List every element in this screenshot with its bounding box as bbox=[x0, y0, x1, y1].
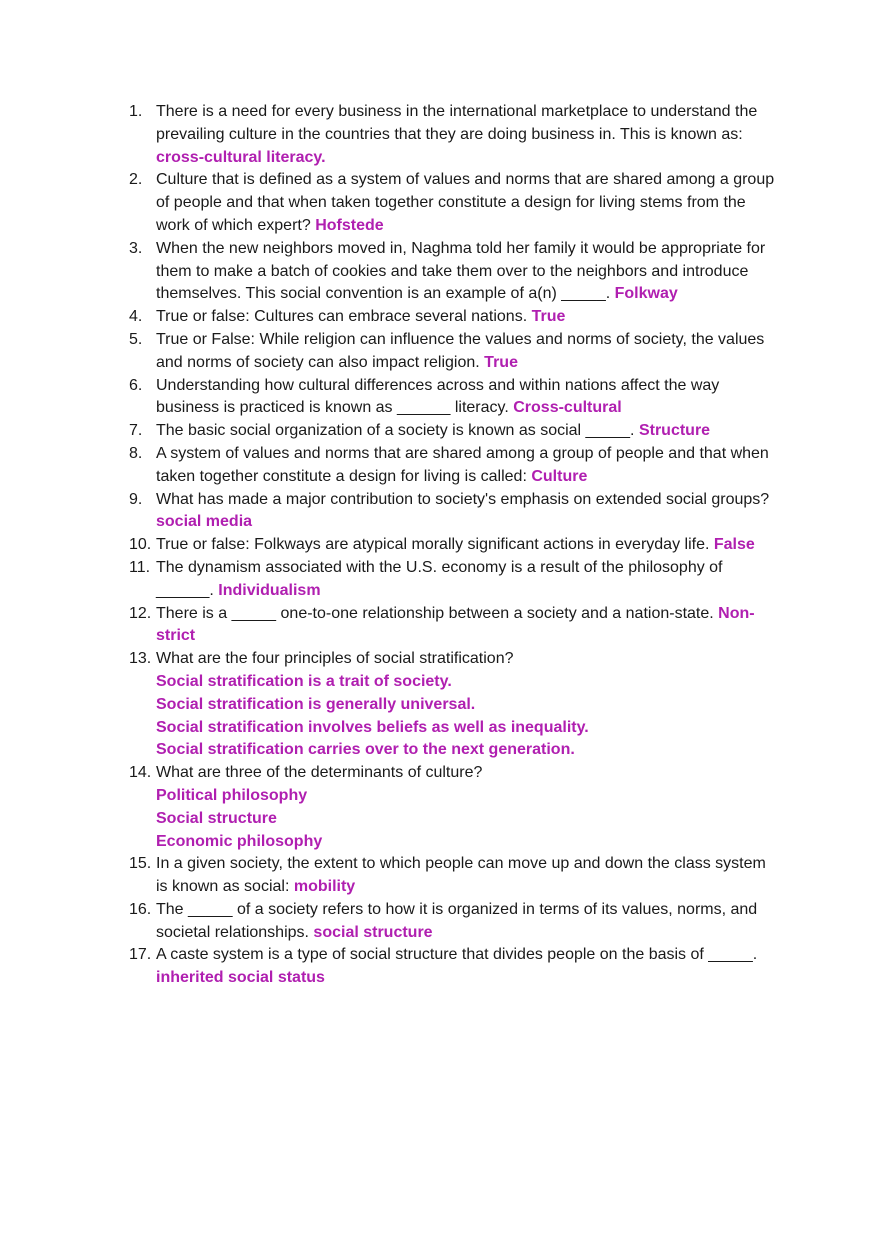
answer-text: Non-strict bbox=[156, 604, 755, 645]
question-item bbox=[129, 329, 779, 375]
answer-text: mobility bbox=[293, 878, 356, 896]
answer-line: Economic philosophy bbox=[156, 832, 323, 850]
question-number: 17. bbox=[129, 946, 152, 964]
answer-line: Social stratification is a trait of society. bbox=[156, 672, 452, 690]
question-item bbox=[129, 420, 779, 443]
question-number: 14. bbox=[129, 764, 152, 782]
answer-text: Hofstede bbox=[315, 216, 384, 234]
question-item bbox=[129, 944, 779, 990]
question-number: 15. bbox=[129, 855, 152, 873]
answer-text: Folkway bbox=[614, 285, 678, 303]
question-text: In a given society, the extent to which people can move up and down the class system is known as social: bbox=[156, 855, 766, 896]
question-number: 9. bbox=[129, 490, 143, 508]
question-text: When the new neighbors moved in, Naghma told her family it would be appropriate for them to make a batch of cookies and take them over to the neighbors and introduce themselves. This social convention is an example of a(n) _____. bbox=[156, 239, 766, 303]
question-number: 5. bbox=[129, 330, 143, 348]
question-number: 7. bbox=[129, 422, 143, 440]
answer-text: Culture bbox=[531, 467, 588, 485]
answer-text: cross-cultural literacy. bbox=[156, 148, 326, 166]
question-number: 4. bbox=[129, 308, 143, 326]
question-list bbox=[129, 101, 779, 990]
question-number: 13. bbox=[129, 650, 152, 668]
answer-text: True bbox=[484, 353, 518, 371]
question-number: 6. bbox=[129, 376, 143, 394]
answer-line: Social structure bbox=[156, 809, 277, 827]
question-text: What has made a major contribution to society's emphasis on extended social groups? bbox=[156, 490, 770, 508]
question-number: 3. bbox=[129, 239, 143, 257]
answer-text: True bbox=[531, 308, 566, 326]
question-text: True or false: Cultures can embrace several nations. bbox=[156, 308, 528, 326]
question-text: Culture that is defined as a system of values and norms that are shared among a group of people and that when taken together constitute a design for living stems from the work of which expert? bbox=[156, 171, 775, 234]
question-item bbox=[129, 648, 779, 762]
question-item bbox=[129, 101, 779, 169]
question-item bbox=[129, 853, 779, 899]
answer-text: inherited social status bbox=[156, 969, 325, 987]
answer-text: social media bbox=[156, 513, 253, 531]
question-item bbox=[129, 899, 779, 945]
question-text: There is a _____ one-to-one relationship between a society and a nation-state. bbox=[156, 604, 714, 622]
answer-line: Political philosophy bbox=[156, 786, 308, 804]
question-number: 2. bbox=[129, 171, 143, 189]
question-text: The _____ of a society refers to how it is organized in terms of its values, norms, and societal relationships. bbox=[156, 900, 758, 941]
answer-line: Social stratification is generally universal. bbox=[156, 695, 476, 713]
question-item bbox=[129, 603, 779, 649]
question-number: 11. bbox=[129, 558, 151, 576]
answer-text: Individualism bbox=[218, 581, 321, 599]
answer-text: False bbox=[713, 536, 755, 554]
question-item bbox=[129, 443, 779, 489]
question-text: The basic social organization of a society is known as social _____. bbox=[156, 422, 635, 440]
question-number: 16. bbox=[129, 900, 152, 918]
question-number: 8. bbox=[129, 444, 143, 462]
question-text: True or False: While religion can influence the values and norms of society, the values and norms of society can also impact religion. bbox=[156, 330, 765, 371]
question-number: 12. bbox=[129, 604, 152, 622]
answer-text: Structure bbox=[638, 422, 711, 440]
question-item bbox=[129, 306, 779, 329]
answer-line: Social stratification carries over to the next generation. bbox=[156, 741, 575, 759]
question-text: The dynamism associated with the U.S. economy is a result of the philosophy of ______. bbox=[156, 558, 723, 599]
question-number: 1. bbox=[129, 103, 143, 120]
question-item bbox=[129, 762, 779, 853]
answer-text: social structure bbox=[313, 923, 433, 941]
question-text: There is a need for every business in the international marketplace to understand the prevailing culture in the countries that they are doing business in. This is known as: bbox=[156, 103, 758, 143]
question-item bbox=[129, 375, 779, 421]
question-item bbox=[129, 557, 779, 603]
question-text: Understanding how cultural differences across and within nations affect the way business is practiced is known as ______ literacy. bbox=[156, 376, 720, 417]
question-text: What are the four principles of social stratification? bbox=[156, 650, 514, 668]
question-number: 10. bbox=[129, 536, 152, 554]
question-item bbox=[129, 489, 779, 535]
answer-line: Social stratification involves beliefs as well as inequality. bbox=[156, 718, 589, 736]
question-text: A system of values and norms that are shared among a group of people and that when taken together constitute a design for living is called: bbox=[156, 444, 769, 485]
question-text: What are three of the determinants of culture? bbox=[156, 764, 483, 782]
question-item bbox=[129, 238, 779, 306]
question-text: A caste system is a type of social structure that divides people on the basis of _____. bbox=[156, 946, 758, 964]
answer-text: Cross-cultural bbox=[513, 399, 622, 417]
question-item bbox=[129, 169, 779, 237]
question-item bbox=[129, 534, 779, 557]
question-text: True or false: Folkways are atypical morally significant actions in everyday life. bbox=[156, 536, 710, 554]
